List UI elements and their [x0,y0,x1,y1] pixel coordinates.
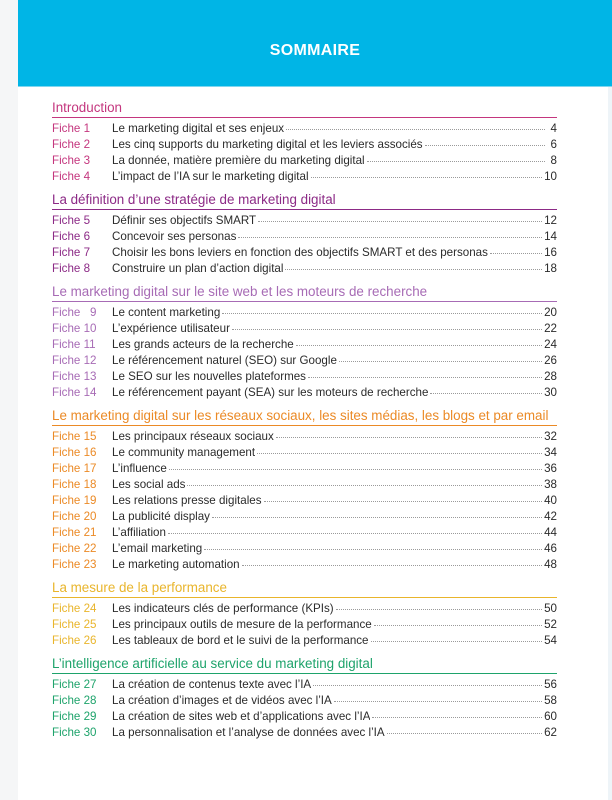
fiche-label: Fiche 22 [52,542,97,555]
toc-entry[interactable] [52,353,557,369]
page-number: 58 [544,694,557,707]
entry-title: Concevoir ses personas [112,230,237,243]
fiche-label: Fiche 18 [52,478,97,491]
fiche-label: Fiche 7 [52,246,91,259]
entry-title: La création de contenus texte avec l’IA [112,678,312,691]
toc-section [52,191,557,277]
entry-title: Les principaux réseaux sociaux [112,430,274,443]
entry-title: Choisir les bons leviers en fonction des objectifs SMART et des personas [112,246,488,259]
entry-title: Le marketing automation [112,558,240,571]
fiche-label: Fiche 26 [52,634,97,647]
section-title[interactable]: La définition d’une stratégie de marketing digital [52,191,557,210]
entry-title: Le référencement naturel (SEO) sur Google [112,354,337,367]
entry-title: Les principaux outils de mesure de la performance [112,618,372,631]
dot-leader [222,312,542,314]
page-number: 38 [544,478,557,491]
fiche-label: Fiche 19 [52,494,97,507]
entry-title: L’email marketing [112,542,203,555]
dot-leader [339,360,542,362]
fiche-label: Fiche 9 [52,306,97,319]
toc-entry[interactable] [52,477,557,493]
page-number: 46 [544,542,557,555]
page-number: 12 [544,214,557,227]
fiche-label: Fiche 24 [52,602,97,615]
fiche-label: Fiche 1 [52,122,91,135]
dot-leader [242,564,542,566]
fiche-label: Fiche 29 [52,710,97,723]
page-number: 34 [544,446,557,459]
toc-entry[interactable] [52,369,557,385]
dot-leader [232,328,542,330]
entry-title: La donnée, matière première du marketing digital [112,154,365,167]
toc-entry[interactable] [52,153,557,169]
page-number: 42 [544,510,557,523]
toc-entry[interactable] [52,321,557,337]
fiche-label: Fiche 3 [52,154,91,167]
section-title[interactable]: Introduction [52,99,557,118]
entry-title: L’affiliation [112,526,166,539]
dot-leader [212,516,542,518]
dot-leader [296,344,542,346]
dot-leader [311,176,543,178]
fiche-label: Fiche 27 [52,678,97,691]
dot-leader [286,128,545,130]
toc-entry[interactable] [52,677,557,693]
fiche-label: Fiche 16 [52,446,97,459]
entry-title: La création d’images et de vidéos avec l’IA [112,694,332,707]
toc-entry[interactable] [52,385,557,401]
fiche-label: Fiche 30 [52,726,97,739]
toc-entry[interactable] [52,509,557,525]
toc-entry[interactable] [52,557,557,573]
toc-entry[interactable] [52,261,557,277]
toc-entry[interactable] [52,601,557,617]
dot-leader [258,220,542,222]
dot-leader [371,640,543,642]
page-number: 18 [544,262,557,275]
fiche-label: Fiche 21 [52,526,97,539]
entry-title: Les social ads [112,478,186,491]
page-number: 62 [544,726,557,739]
toc-entry[interactable] [52,617,557,633]
toc-entry[interactable] [52,725,557,741]
fiche-label: Fiche 13 [52,370,97,383]
toc-entry[interactable] [52,445,557,461]
fiche-label: Fiche 14 [52,386,97,399]
toc-entry[interactable] [52,305,557,321]
toc-entry[interactable] [52,709,557,725]
entry-title: Le community management [112,446,256,459]
toc-entry[interactable] [52,461,557,477]
page-number: 28 [544,370,557,383]
entry-title: Les cinq supports du marketing digital et les leviers associés [112,138,423,151]
table-of-contents [52,99,557,741]
page-number: 20 [544,306,557,319]
fiche-label: Fiche 11 [52,338,96,351]
dot-leader [169,468,542,470]
dot-leader [374,624,542,626]
toc-section [52,407,557,573]
toc-entry[interactable] [52,525,557,541]
toc-entry[interactable] [52,429,557,445]
dot-leader [425,144,545,146]
toc-section [52,579,557,649]
entry-title: L’expérience utilisateur [112,322,230,335]
page-margin-right [608,0,612,800]
page-number: 8 [550,154,557,167]
toc-entry[interactable] [52,541,557,557]
toc-section [52,99,557,185]
fiche-label: Fiche 28 [52,694,97,707]
fiche-label: Fiche 2 [52,138,91,151]
entry-title: Le marketing digital et ses enjeux [112,122,285,135]
section-title[interactable]: Le marketing digital sur le site web et les moteurs de recherche [52,283,557,302]
section-title[interactable]: La mesure de la performance [52,579,557,598]
toc-entry[interactable] [52,169,557,185]
page-number: 4 [550,122,557,135]
page-number: 6 [550,138,557,151]
page-number: 24 [544,338,557,351]
header-banner [18,0,612,87]
entry-title: La personnalisation et l’analyse de données avec l’IA [112,726,385,739]
dot-leader [308,376,542,378]
entry-title: Le référencement payant (SEA) sur les moteurs de recherche [112,386,429,399]
entry-title: Les indicateurs clés de performance (KPIs) [112,602,334,615]
toc-entry[interactable] [52,693,557,709]
page-number: 40 [544,494,557,507]
entry-title: Les grands acteurs de la recherche [112,338,294,351]
page-number: 14 [544,230,557,243]
dot-leader [313,684,542,686]
toc-entry[interactable] [52,633,557,649]
entry-title: Les tableaux de bord et le suivi de la performance [112,634,369,647]
entry-title: L’impact de l’IA sur le marketing digital [112,170,309,183]
page-title: SOMMAIRE [269,42,361,59]
entry-title: La publicité display [112,510,210,523]
dot-leader [204,548,542,550]
dot-leader [276,436,542,438]
dot-leader [285,268,542,270]
dot-leader [168,532,542,534]
fiche-label: Fiche 5 [52,214,91,227]
toc-entry[interactable] [52,121,557,137]
entry-title: Construire un plan d’action digital [112,262,284,275]
fiche-label: Fiche 25 [52,618,97,631]
entry-title: Définir ses objectifs SMART [112,214,257,227]
fiche-label: Fiche 10 [52,322,97,335]
page-number: 60 [544,710,557,723]
page-number: 50 [544,602,557,615]
dot-leader [238,236,542,238]
page-number: 22 [544,322,557,335]
page-number: 48 [544,558,557,571]
dot-leader [336,608,542,610]
toc-section [52,655,557,741]
fiche-label: Fiche 17 [52,462,97,475]
dot-leader [430,392,542,394]
page-number: 44 [544,526,557,539]
page-number: 54 [544,634,557,647]
fiche-label: Fiche 12 [52,354,97,367]
dot-leader [387,732,542,734]
toc-entry[interactable] [52,493,557,509]
toc-entry[interactable] [52,337,557,353]
dot-leader [257,452,542,454]
page-number: 32 [544,430,557,443]
fiche-label: Fiche 6 [52,230,91,243]
dot-leader [187,484,542,486]
dot-leader [372,716,542,718]
page-number: 16 [544,246,557,259]
fiche-label: Fiche 8 [52,262,91,275]
entry-title: Le content marketing [112,306,221,319]
dot-leader [367,160,545,162]
page-number: 36 [544,462,557,475]
entry-title: L’influence [112,462,167,475]
toc-entry[interactable] [52,245,557,261]
toc-entry[interactable] [52,229,557,245]
page-number: 56 [544,678,557,691]
fiche-label: Fiche 23 [52,558,97,571]
entry-title: La création de sites web et d’applications avec l’IA [112,710,371,723]
toc-section [52,283,557,401]
page-number: 26 [544,354,557,367]
fiche-label: Fiche 4 [52,170,91,183]
section-title[interactable]: L’intelligence artificielle au service du marketing digital [52,655,557,674]
dot-leader [334,700,542,702]
page-number: 52 [544,618,557,631]
entry-title: Le SEO sur les nouvelles plateformes [112,370,306,383]
fiche-label: Fiche 20 [52,510,97,523]
toc-entry[interactable] [52,137,557,153]
toc-entry[interactable] [52,213,557,229]
page-number: 30 [544,386,557,399]
entry-title: Les relations presse digitales [112,494,262,507]
page-margin-left [0,0,18,800]
section-title[interactable]: Le marketing digital sur les réseaux sociaux, les sites médias, les blogs et par email [52,407,557,426]
page-number: 10 [544,170,557,183]
dot-leader [264,500,543,502]
dot-leader [490,252,542,254]
fiche-label: Fiche 15 [52,430,97,443]
